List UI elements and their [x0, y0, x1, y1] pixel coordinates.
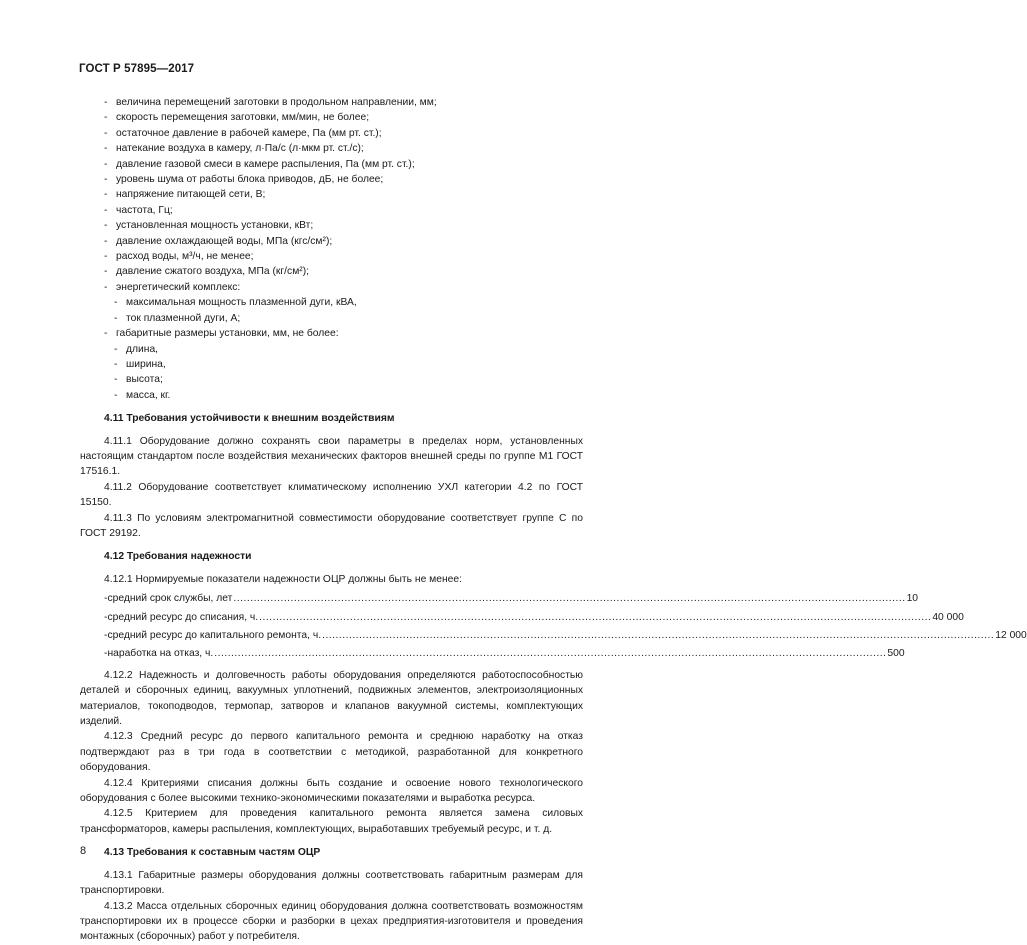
- dot-leader: ........................................................................................................................................................................................................: [233, 593, 906, 605]
- paragraph-4-12-3: 4.12.3 Средний ресурс до первого капитального ремонта и среднюю наработку на отказ подтверждают раз в три года в соответствии с методикой, разработанной для конкретного оборудования.: [80, 731, 583, 774]
- list-item-text: ширина,: [126, 358, 166, 370]
- list-dash: -: [104, 112, 108, 124]
- list-dash: -: [114, 343, 118, 355]
- list-item: [80, 187, 583, 202]
- dot-leader: ........................................................................................................................................................................................................: [214, 648, 887, 660]
- list-dash: -: [104, 204, 108, 216]
- list-item: [80, 280, 583, 295]
- list-dash: -: [114, 374, 118, 386]
- indicator-row: [80, 646, 905, 661]
- list-item: [80, 95, 583, 110]
- list-item: [80, 249, 583, 264]
- list-item: [80, 141, 583, 156]
- reliability-indicators-list: [80, 591, 1027, 662]
- list-item-text: установленная мощность установки, кВт;: [116, 220, 314, 232]
- list-item: [80, 110, 583, 125]
- list-item: [80, 326, 583, 341]
- indicator-label: средний ресурс до капитального ремонта, ч.: [107, 630, 322, 641]
- list-item: [80, 264, 583, 279]
- list-item-text: давление газовой смеси в камере распыления, Па (мм рт. ст.);: [116, 158, 415, 170]
- list-item: [80, 126, 583, 141]
- list-item-text: длина,: [126, 343, 159, 355]
- indicator-value: 40 000: [932, 611, 964, 623]
- list-dash: -: [104, 189, 108, 201]
- list-dash: -: [104, 158, 108, 170]
- list-dash: -: [104, 611, 108, 623]
- list-item: [80, 372, 583, 387]
- list-item-text: масса, кг.: [126, 389, 171, 401]
- indicator-value: 10: [906, 593, 919, 605]
- paragraph-4-13-2: 4.13.2 Масса отдельных сборочных единиц оборудования должна соответствовать возможностям транспортировки их в процессе сборки и разборки в цехах предприятия-изготовителя и проведения монтажных (сборочных) работ у потребителя.: [80, 900, 583, 943]
- list-item-text: максимальная мощность плазменной дуги, кВА,: [126, 297, 357, 309]
- paragraph-4-12-5: 4.12.5 Критерием для проведения капитального ремонта является замена силовых трансформаторов, камеры распыления, комплектующих, выработавших требуемый ресурс, и т. д.: [80, 808, 583, 835]
- section-title-4-11: 4.11 Требования устойчивости к внешним воздействиям: [104, 413, 395, 425]
- indicator-value: 500: [887, 648, 905, 660]
- list-dash: -: [104, 266, 108, 278]
- list-dash: -: [104, 648, 108, 660]
- list-item: [80, 388, 583, 403]
- list-dash: -: [114, 297, 118, 309]
- list-dash: -: [104, 281, 108, 293]
- list-dash: -: [104, 97, 108, 108]
- paragraph-4-11-3: 4.11.3 По условиям электромагнитной совместимости оборудование соответствует группе С по ГОСТ 29192.: [80, 512, 583, 539]
- indicator-row: [80, 610, 964, 625]
- list-dash: -: [104, 251, 108, 263]
- dot-leader: ........................................................................................................................................................................................................: [322, 630, 995, 641]
- list-item: [80, 357, 583, 372]
- list-item-text: габаритные размеры установки, мм, не более:: [116, 328, 339, 340]
- document-header: ГОСТ Р 57895—2017: [79, 63, 195, 75]
- list-item-text: уровень шума от работы блока приводов, дБ, не более;: [116, 174, 384, 186]
- list-dash: -: [114, 389, 118, 401]
- list-item: [80, 203, 583, 218]
- list-item: [80, 157, 583, 172]
- page-number: 8: [80, 845, 87, 857]
- list-item-text: высота;: [126, 374, 163, 386]
- list-dash: -: [114, 312, 118, 324]
- paragraph-4-11-1: 4.11.1 Оборудование должно сохранять свои параметры в пределах норм, установленных настоящим стандартом после воздействия механических факторов внешней среды по группе М1 ГОСТ 17516.1.: [80, 435, 583, 478]
- list-item: [80, 172, 583, 187]
- paragraph-4-11-2: 4.11.2 Оборудование соответствует климатическому исполнению УХЛ категории 4.2 по ГОСТ 15150.: [80, 481, 583, 509]
- list-item: [80, 342, 583, 357]
- paragraph-4-12-4: 4.12.4 Критериями списания должны быть создание и освоение нового технологического оборудования с более высокими технико-экономическими показателями и выработка ресурса.: [80, 777, 583, 805]
- section-title-4-12: 4.12 Требования надежности: [104, 551, 252, 563]
- indicator-row: [80, 628, 1027, 643]
- list-item: [80, 234, 583, 249]
- list-item-text: энергетический комплекс:: [116, 281, 241, 293]
- list-item-text: величина перемещений заготовки в продольном направлении, мм;: [116, 97, 437, 108]
- indicator-label: средний срок службы, лет: [107, 593, 233, 605]
- list-item-text: расход воды, м³/ч, не менее;: [116, 251, 254, 263]
- section-title-4-13: 4.13 Требования к составным частям ОЦР: [104, 847, 321, 859]
- paragraph-4-12-2: 4.12.2 Надежность и долговечность работы оборудования определяются работоспособностью деталей и сборочных единиц, вакуумных уплотнений, подвижных элементов, электроизоляционных материалов, токоподводов, термопар, затворов и клапанов вакуумной системы, комплектующих изделий.: [80, 669, 583, 728]
- list-item-text: частота, Гц;: [116, 204, 173, 216]
- paragraph-4-13-1: 4.13.1 Габаритные размеры оборудования должны соответствовать габаритным размерам для транспортировки.: [80, 869, 583, 897]
- list-item: [80, 295, 583, 310]
- list-item-text: остаточное давление в рабочей камере, Па (мм рт. ст.);: [116, 127, 382, 139]
- list-item-text: давление сжатого воздуха, МПа (кг/см²);: [116, 266, 309, 278]
- indicator-label: средний ресурс до списания, ч.: [107, 611, 259, 623]
- list-dash: -: [104, 220, 108, 232]
- parameter-list: [80, 95, 583, 403]
- list-dash: -: [104, 143, 108, 155]
- list-item-text: ток плазменной дуги, А;: [126, 312, 241, 324]
- list-dash: -: [104, 328, 108, 340]
- list-dash: -: [114, 358, 118, 370]
- page-content: [80, 95, 1027, 945]
- indicator-row: [80, 591, 919, 606]
- list-item: [80, 311, 583, 326]
- list-item-text: напряжение питающей сети, В;: [116, 189, 266, 201]
- list-dash: -: [104, 593, 108, 605]
- indicator-label: наработка на отказ, ч.: [107, 648, 214, 660]
- list-dash: -: [104, 127, 108, 139]
- list-dash: -: [104, 174, 108, 186]
- list-item-text: давление охлаждающей воды, МПа (кгс/см²);: [116, 235, 333, 247]
- dot-leader: ........................................................................................................................................................................................................: [259, 611, 932, 623]
- list-item-text: натекание воздуха в камеру, л·Па/с (л·мкм рт. ст./с);: [116, 143, 364, 155]
- list-item-text: скорость перемещения заготовки, мм/мин, не более;: [116, 112, 370, 124]
- list-dash: -: [104, 630, 108, 641]
- paragraph-4-12-1: 4.12.1 Нормируемые показатели надежности ОЦР должны быть не менее:: [104, 573, 462, 585]
- indicator-value: 12 000: [995, 630, 1027, 641]
- list-item: [80, 218, 583, 233]
- list-dash: -: [104, 235, 108, 247]
